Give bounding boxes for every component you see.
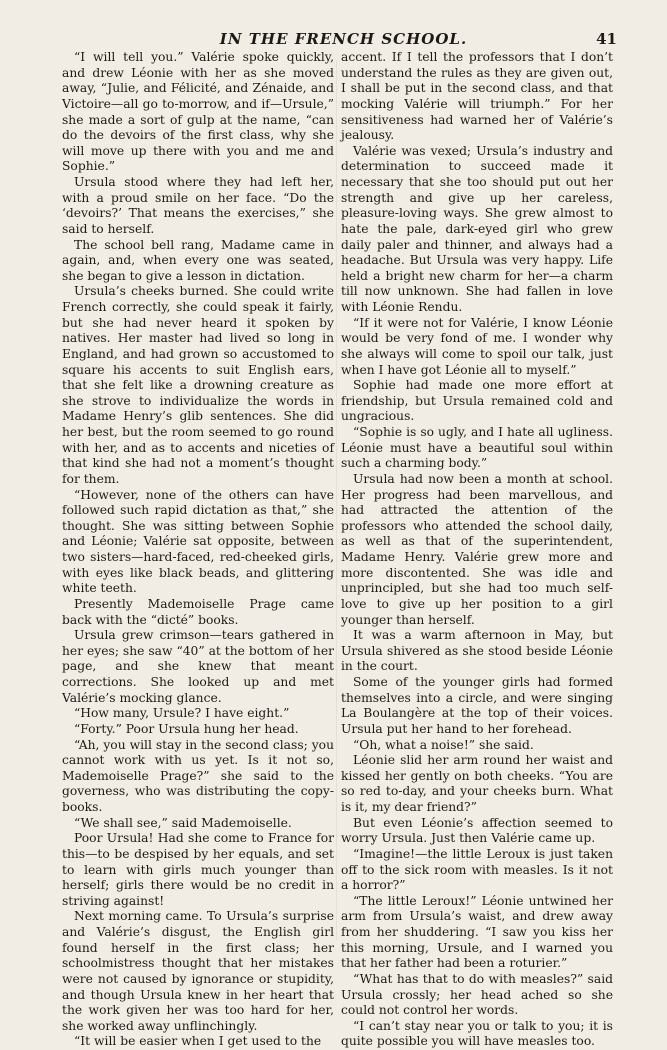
paragraph: Valérie was vexed; Ursula’s industry and determination to succeed made it necessary that she too should put out her strength and give up her careless, pleasure-loving ways. She grew almost to hate the pale, dark-eyed girl who grew daily paler and thinner, and always had a headache. But Ursula was very happy. Life held a bright new charm for her—a charm till now unknown. She had fallen in love with Léonie Rendu. bbox=[341, 143, 613, 314]
paragraph: “We shall see,” said Mademoiselle. bbox=[74, 815, 292, 830]
paragraph: Ursula grew crimson—tears gathered in her eyes; she saw “40” at the bottom of her page, and she knew that meant corrections. She looked up and met Valérie’s mocking glance. bbox=[62, 628, 334, 705]
paragraph: But even Léonie’s affection seemed to worry Ursula. Just then Valérie came up. bbox=[341, 815, 613, 846]
paragraph: “Forty.” Poor Ursula hung her head. bbox=[74, 721, 299, 736]
paragraph: Some of the younger girls had formed themselves into a circle, and were singing La Boulangère at the top of their voices. Ursula put her hand to her forehead. bbox=[341, 675, 613, 736]
paragraph: “Imagine!—the little Leroux is just taken off to the sick room with measles. Is it not a horror?” bbox=[341, 846, 613, 893]
paragraph: Sophie had made one more effort at friendship, but Ursula remained cold and ungracious. bbox=[341, 378, 613, 424]
paragraph: Ursula stood where they had left her, with a proud smile on her face. “Do the ‘devoirs?’ That means the exercises,” she said to herself. bbox=[62, 175, 334, 236]
paragraph: “If it were not for Valérie, I know Léonie would be very fond of me. I wonder why she always will come to spoil our talk, just when I have got Léonie all to myself.” bbox=[341, 315, 613, 377]
running-header bbox=[70, 28, 617, 50]
paragraph: “It will be easier when I get used to the bbox=[74, 1034, 322, 1049]
paragraph: “What has that to do with measles?” said Ursula crossly; her head ached so she could not control her words. bbox=[341, 971, 613, 1018]
paragraph: “I will tell you.” Valérie spoke quickly, and drew Léonie with her as she moved away, “Julie, and Félicité, and Zénaide, and Victoire—all go to-morrow, and if—Ursule,” she made a sort of gulp at the name, “can do the devoirs of the first class, why she will move up there with you and me and Sophie.” bbox=[62, 50, 334, 174]
page-number: 41 bbox=[596, 30, 617, 48]
paragraph-continued: accent. If I tell the professors that I don’t understand the rules as they are given out, I shall be put in the second class, and that mocking Valérie will triumph.” For her sensitiveness had warned her of Valérie’s jealousy. bbox=[341, 50, 613, 143]
paragraph: It was a warm afternoon in May, but Ursula shivered as she stood beside Léonie in the court. bbox=[341, 628, 613, 674]
paragraph: Presently Mademoiselle Prage came back with the “dicté” books. bbox=[62, 596, 334, 627]
paragraph: “I can’t stay near you or talk to you; it is quite possible you will have measles too. bbox=[341, 1018, 613, 1049]
paragraph: “Oh, what a noise!” she said. bbox=[353, 737, 534, 752]
paragraph: Poor Ursula! Had she come to France for this—to be despised by her equals, and set to learn with girls much younger than herself; girls there would be no credit in striving against! bbox=[62, 831, 334, 908]
paragraph: “How many, Ursule? I have eight.” bbox=[74, 706, 290, 721]
paragraph: Ursula’s cheeks burned. She could write French correctly, she could speak it fairly, but she had never heard it spoken by natives. Her master had lived so long in England, and had grown so accustomed to square his accents to suit English ears, that she felt like a drowning creature as she strove to individualize the words in Madame Henry’s glib sentences. She did her best, but the room seemed to go round with her, and as to accents and niceties of that kind she had not a moment’s thought for them. bbox=[62, 284, 334, 486]
paragraph: “Ah, you will stay in the second class; you cannot work with us yet. Is it not so, Mademoiselle Prage?” she said to the governess, who was distributing the copy-books. bbox=[62, 737, 334, 814]
paragraph: The school bell rang, Madame came in again, and, when every one was seated, she began to give a lesson in dictation. bbox=[62, 237, 334, 283]
paragraph: Next morning came. To Ursula’s surprise and Valérie’s disgust, the English girl found herself in the first class; her schoolmistress thought that her mistakes were not caused by ignorance or stupidity, and though Ursula knew in her heart that the work given her was too hard for her, she worked away unflinchingly. bbox=[62, 909, 334, 1033]
paragraph: Ursula had now been a month at school. Her progress had been marvellous, and had attracted the attention of the professors who attended the school daily, as well as that of the superintendent, Madame Henry. Valérie grew more and more discontented. She was idle and unprincipled, but she had too much self-love to give up her position to a girl younger than herself. bbox=[341, 471, 613, 627]
paragraph: “However, none of the others can have followed such rapid dictation as that,” she thought. She was sitting between Sophie and Léonie; Valérie sat opposite, between two sisters—hard-faced, red-cheeked girls, with eyes like black beads, and glittering white teeth. bbox=[62, 487, 334, 596]
paragraph: “Sophie is so ugly, and I hate all ugliness. Léonie must have a beautiful soul within such a charming body.” bbox=[341, 425, 613, 471]
column-gutter bbox=[336, 60, 337, 940]
right-column bbox=[341, 50, 613, 1049]
paragraph: Léonie slid her arm round her waist and kissed her gently on both cheeks. “You are so red to-day, and your cheeks burn. What is it, my dear friend?” bbox=[341, 753, 613, 814]
left-column bbox=[62, 50, 334, 1049]
running-title: IN THE FRENCH SCHOOL. bbox=[219, 30, 468, 48]
paragraph: “The little Leroux!” Léonie untwined her arm from Ursula’s waist, and drew away from her shuddering. “I saw you kiss her this morning, Ursule, and I warned you that her father had been a roturier.” bbox=[341, 893, 613, 971]
